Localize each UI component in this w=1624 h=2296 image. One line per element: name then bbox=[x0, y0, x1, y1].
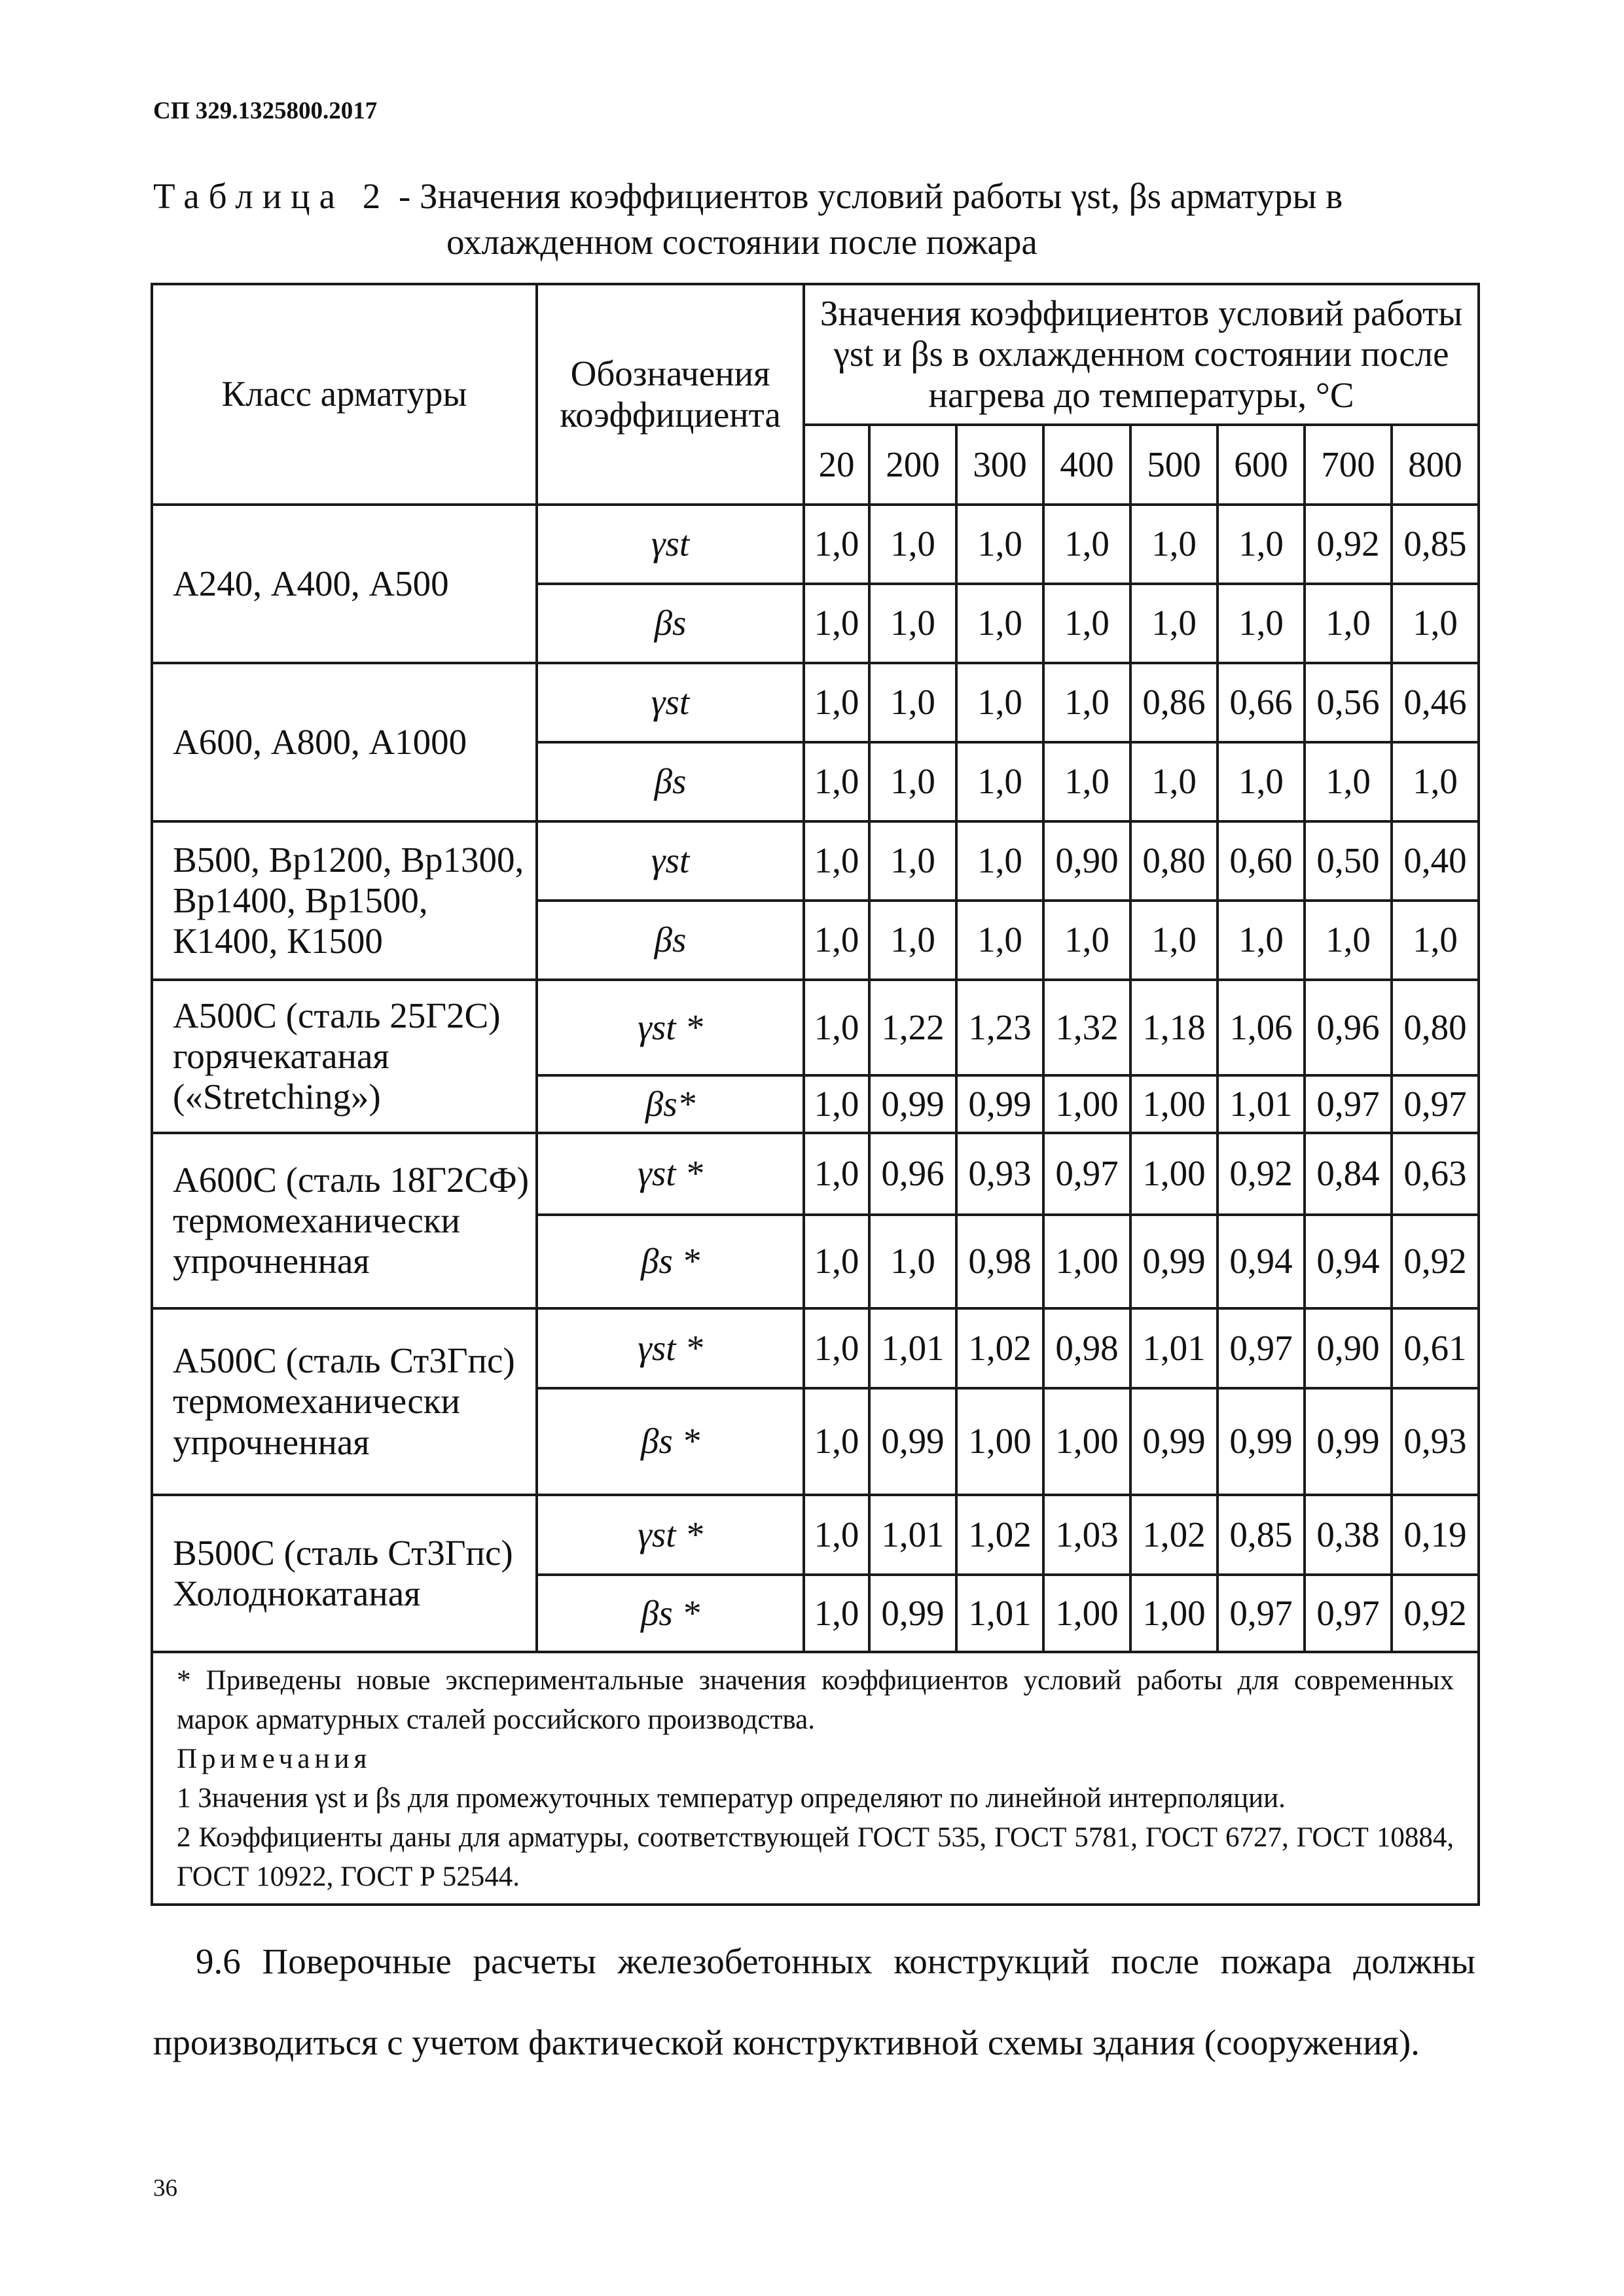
coefficient-value: 0,94 bbox=[1218, 1215, 1305, 1308]
coefficient-value: 0,80 bbox=[1130, 821, 1218, 901]
coefficient-value: 1,01 bbox=[869, 1308, 956, 1388]
coefficient-value: 0,98 bbox=[1043, 1308, 1130, 1388]
coefficient-value: 0,85 bbox=[1218, 1495, 1305, 1575]
coefficient-value: 0,99 bbox=[869, 1575, 956, 1652]
coefficient-value: 1,0 bbox=[1305, 742, 1392, 821]
coefficient-value: 0,99 bbox=[956, 1075, 1043, 1133]
coefficient-value: 0,97 bbox=[1305, 1075, 1392, 1133]
caption-title-line2: охлажденном состоянии после пожара bbox=[446, 222, 1038, 262]
coefficient-value: 0,40 bbox=[1392, 821, 1479, 901]
coefficient-value: 1,0 bbox=[804, 1495, 869, 1575]
coefficient-value: 0,98 bbox=[956, 1215, 1043, 1308]
section-paragraph: 9.6 Поверочные расчеты железобетонных конструкций после пожара должны производиться с учетом фактической конструктивной схемы здания (сооружения). bbox=[153, 1941, 1475, 2062]
coefficient-value: 1,22 bbox=[869, 980, 956, 1075]
coefficient-value: 0,97 bbox=[1043, 1133, 1130, 1215]
caption-label: Таблица 2 bbox=[153, 176, 390, 216]
coefficient-value: 0,66 bbox=[1218, 663, 1305, 742]
table-row bbox=[152, 1133, 1479, 1215]
coefficient-value: 1,00 bbox=[1043, 1215, 1130, 1308]
coefficient-value: 1,0 bbox=[869, 505, 956, 584]
coefficient-value: 1,0 bbox=[956, 663, 1043, 742]
coefficient-value: 1,01 bbox=[1130, 1308, 1218, 1388]
rebar-class: А500С (сталь Ст3Гпс) термомеханически упрочненная bbox=[152, 1308, 537, 1495]
coefficient-value: 0,19 bbox=[1392, 1495, 1479, 1575]
temperature-header: 600 bbox=[1218, 425, 1305, 505]
coefficient-value: 1,03 bbox=[1043, 1495, 1130, 1575]
note-2: 2 Коэффициенты даны для арматуры, соответствующей ГОСТ 535, ГОСТ 5781, ГОСТ 6727, ГОСТ 10884, ГОСТ 10922, ГОСТ Р 52544. bbox=[177, 1822, 1454, 1892]
coefficient-value: 1,00 bbox=[1130, 1075, 1218, 1133]
coefficient-value: 1,0 bbox=[804, 1575, 869, 1652]
coefficient-value: 0,99 bbox=[1305, 1388, 1392, 1495]
coefficient-value: 1,0 bbox=[1130, 901, 1218, 980]
rebar-class: В500, Вр1200, Вр1300, Вр1400, Вр1500, К1400, К1500 bbox=[152, 821, 537, 980]
coefficient-symbol: βs* bbox=[537, 1075, 804, 1133]
temperature-header: 800 bbox=[1392, 425, 1479, 505]
header-symbol: Обозначения коэффициента bbox=[537, 284, 804, 505]
coefficient-value: 1,0 bbox=[1392, 901, 1479, 980]
rebar-class: В500С (сталь Ст3Гпс) Холоднокатаная bbox=[152, 1495, 537, 1652]
table-row bbox=[152, 505, 1479, 584]
coefficient-value: 0,60 bbox=[1218, 821, 1305, 901]
coefficient-symbol: βs * bbox=[537, 1388, 804, 1495]
coefficient-value: 0,63 bbox=[1392, 1133, 1479, 1215]
coefficient-value: 1,00 bbox=[1130, 1133, 1218, 1215]
coefficient-symbol: γst bbox=[537, 821, 804, 901]
footnote-row bbox=[152, 1652, 1479, 1905]
coefficient-value: 1,00 bbox=[1043, 1388, 1130, 1495]
coefficient-symbol: γst * bbox=[537, 1133, 804, 1215]
coefficient-value: 1,0 bbox=[1218, 505, 1305, 584]
caption-title-line1: - Значения коэффициентов условий работы γst, βs арматуры в bbox=[398, 176, 1343, 216]
coefficient-value: 0,94 bbox=[1305, 1215, 1392, 1308]
coefficient-value: 1,0 bbox=[869, 821, 956, 901]
document-code: СП 329.1325800.2017 bbox=[153, 98, 378, 124]
table-row bbox=[152, 1495, 1479, 1575]
rebar-class: А240, А400, А500 bbox=[152, 505, 537, 663]
temperature-header: 700 bbox=[1305, 425, 1392, 505]
coefficient-value: 0,96 bbox=[869, 1133, 956, 1215]
coefficient-value: 1,0 bbox=[956, 584, 1043, 663]
coefficient-value: 1,0 bbox=[869, 742, 956, 821]
coefficient-value: 1,0 bbox=[1218, 901, 1305, 980]
temperature-header: 400 bbox=[1043, 425, 1130, 505]
coefficient-value: 0,38 bbox=[1305, 1495, 1392, 1575]
table-caption bbox=[153, 173, 1462, 265]
coefficient-value: 0,97 bbox=[1218, 1575, 1305, 1652]
coefficient-value: 1,0 bbox=[869, 584, 956, 663]
table-row bbox=[152, 821, 1479, 901]
coefficient-value: 1,02 bbox=[956, 1308, 1043, 1388]
coefficient-value: 1,0 bbox=[956, 505, 1043, 584]
coefficient-value: 0,99 bbox=[1218, 1388, 1305, 1495]
coefficient-value: 0,92 bbox=[1218, 1133, 1305, 1215]
coefficient-value: 1,0 bbox=[804, 1075, 869, 1133]
coefficient-value: 1,0 bbox=[956, 901, 1043, 980]
coefficient-symbol: βs bbox=[537, 901, 804, 980]
coefficient-value: 0,90 bbox=[1043, 821, 1130, 901]
coefficient-value: 1,32 bbox=[1043, 980, 1130, 1075]
coefficient-value: 1,0 bbox=[804, 1308, 869, 1388]
coefficient-value: 1,00 bbox=[1043, 1075, 1130, 1133]
coefficient-symbol: βs bbox=[537, 584, 804, 663]
coefficient-value: 0,46 bbox=[1392, 663, 1479, 742]
coefficient-value: 0,96 bbox=[1305, 980, 1392, 1075]
coefficient-value: 1,0 bbox=[869, 901, 956, 980]
coefficient-value: 1,0 bbox=[804, 663, 869, 742]
coefficient-value: 1,01 bbox=[1218, 1075, 1305, 1133]
coefficient-value: 1,0 bbox=[956, 742, 1043, 821]
coefficient-value: 1,0 bbox=[1043, 742, 1130, 821]
coefficient-value: 1,0 bbox=[1130, 584, 1218, 663]
header-values: Значения коэффициентов условий работы γst и βs в охлажденном состоянии после нагрева до температуры, °C bbox=[804, 284, 1479, 425]
coefficient-value: 1,0 bbox=[804, 584, 869, 663]
coefficient-symbol: γst * bbox=[537, 1495, 804, 1575]
coefficient-value: 1,0 bbox=[804, 980, 869, 1075]
coefficient-value: 1,01 bbox=[869, 1495, 956, 1575]
coefficient-value: 1,0 bbox=[1218, 742, 1305, 821]
coefficient-value: 1,06 bbox=[1218, 980, 1305, 1075]
coefficient-value: 1,0 bbox=[956, 821, 1043, 901]
note-1: 1 Значения γst и βs для промежуточных температур определяют по линейной интерполяции. bbox=[177, 1783, 1286, 1814]
coefficient-value: 1,0 bbox=[1392, 584, 1479, 663]
rebar-class: А600С (сталь 18Г2СФ) термомеханически упрочненная bbox=[152, 1133, 537, 1308]
coefficient-value: 1,0 bbox=[804, 821, 869, 901]
coefficient-value: 0,61 bbox=[1392, 1308, 1479, 1388]
page-number: 36 bbox=[153, 2175, 177, 2202]
table-row bbox=[152, 980, 1479, 1075]
coefficient-value: 1,0 bbox=[1218, 584, 1305, 663]
footnote-cell bbox=[152, 1652, 1479, 1905]
coefficient-table bbox=[151, 283, 1480, 1906]
coefficient-value: 0,92 bbox=[1392, 1575, 1479, 1652]
coefficient-value: 1,18 bbox=[1130, 980, 1218, 1075]
coefficient-value: 1,0 bbox=[804, 742, 869, 821]
coefficient-value: 1,0 bbox=[1305, 584, 1392, 663]
coefficient-value: 1,23 bbox=[956, 980, 1043, 1075]
rebar-class: А500С (сталь 25Г2С) горячекатаная («Stretching») bbox=[152, 980, 537, 1133]
coefficient-value: 0,97 bbox=[1305, 1575, 1392, 1652]
coefficient-value: 0,56 bbox=[1305, 663, 1392, 742]
coefficient-value: 0,92 bbox=[1392, 1215, 1479, 1308]
coefficient-value: 1,02 bbox=[956, 1495, 1043, 1575]
temperature-header: 20 bbox=[804, 425, 869, 505]
coefficient-symbol: γst * bbox=[537, 980, 804, 1075]
coefficient-value: 0,50 bbox=[1305, 821, 1392, 901]
coefficient-symbol: γst * bbox=[537, 1308, 804, 1388]
coefficient-value: 1,0 bbox=[869, 1215, 956, 1308]
coefficient-symbol: γst bbox=[537, 663, 804, 742]
coefficient-value: 0,99 bbox=[869, 1075, 956, 1133]
rebar-class: А600, А800, А1000 bbox=[152, 663, 537, 821]
coefficient-value: 1,0 bbox=[1043, 584, 1130, 663]
table-row bbox=[152, 663, 1479, 742]
coefficient-value: 0,85 bbox=[1392, 505, 1479, 584]
coefficient-value: 1,00 bbox=[956, 1388, 1043, 1495]
temperature-header: 300 bbox=[956, 425, 1043, 505]
coefficient-value: 1,0 bbox=[869, 663, 956, 742]
coefficient-value: 1,0 bbox=[804, 505, 869, 584]
coefficient-value: 1,0 bbox=[1392, 742, 1479, 821]
temperature-header: 500 bbox=[1130, 425, 1218, 505]
coefficient-value: 1,02 bbox=[1130, 1495, 1218, 1575]
coefficient-value: 0,97 bbox=[1218, 1308, 1305, 1388]
footnote-text: * Приведены новые экспериментальные значения коэффициентов условий работы для современных марок арматурных сталей российского производства. bbox=[177, 1665, 1454, 1735]
coefficient-value: 1,0 bbox=[1043, 663, 1130, 742]
table-row bbox=[152, 1308, 1479, 1388]
coefficient-value: 1,0 bbox=[1130, 505, 1218, 584]
coefficient-value: 1,0 bbox=[804, 1388, 869, 1495]
coefficient-symbol: βs * bbox=[537, 1215, 804, 1308]
coefficient-value: 0,99 bbox=[869, 1388, 956, 1495]
coefficient-value: 0,93 bbox=[1392, 1388, 1479, 1495]
header-class: Класс арматуры bbox=[152, 284, 537, 505]
coefficient-symbol: βs bbox=[537, 742, 804, 821]
coefficient-value: 0,84 bbox=[1305, 1133, 1392, 1215]
coefficient-value: 1,0 bbox=[1130, 742, 1218, 821]
coefficient-value: 0,99 bbox=[1130, 1388, 1218, 1495]
coefficient-value: 0,86 bbox=[1130, 663, 1218, 742]
coefficient-symbol: γst bbox=[537, 505, 804, 584]
coefficient-value: 0,93 bbox=[956, 1133, 1043, 1215]
coefficient-value: 1,0 bbox=[1043, 901, 1130, 980]
coefficient-value: 1,0 bbox=[1305, 901, 1392, 980]
coefficient-value: 0,92 bbox=[1305, 505, 1392, 584]
coefficient-value: 1,0 bbox=[804, 1133, 869, 1215]
coefficient-value: 1,0 bbox=[804, 901, 869, 980]
temperature-header: 200 bbox=[869, 425, 956, 505]
coefficient-value: 0,80 bbox=[1392, 980, 1479, 1075]
coefficient-value: 0,90 bbox=[1305, 1308, 1392, 1388]
coefficient-value: 0,99 bbox=[1130, 1215, 1218, 1308]
coefficient-symbol: βs * bbox=[537, 1575, 804, 1652]
coefficient-value: 1,0 bbox=[804, 1215, 869, 1308]
coefficient-value: 1,00 bbox=[1043, 1575, 1130, 1652]
coefficient-value: 1,00 bbox=[1130, 1575, 1218, 1652]
notes-heading: Примечания bbox=[177, 1744, 372, 1774]
coefficient-value: 0,97 bbox=[1392, 1075, 1479, 1133]
coefficient-value: 1,01 bbox=[956, 1575, 1043, 1652]
coefficient-value: 1,0 bbox=[1043, 505, 1130, 584]
